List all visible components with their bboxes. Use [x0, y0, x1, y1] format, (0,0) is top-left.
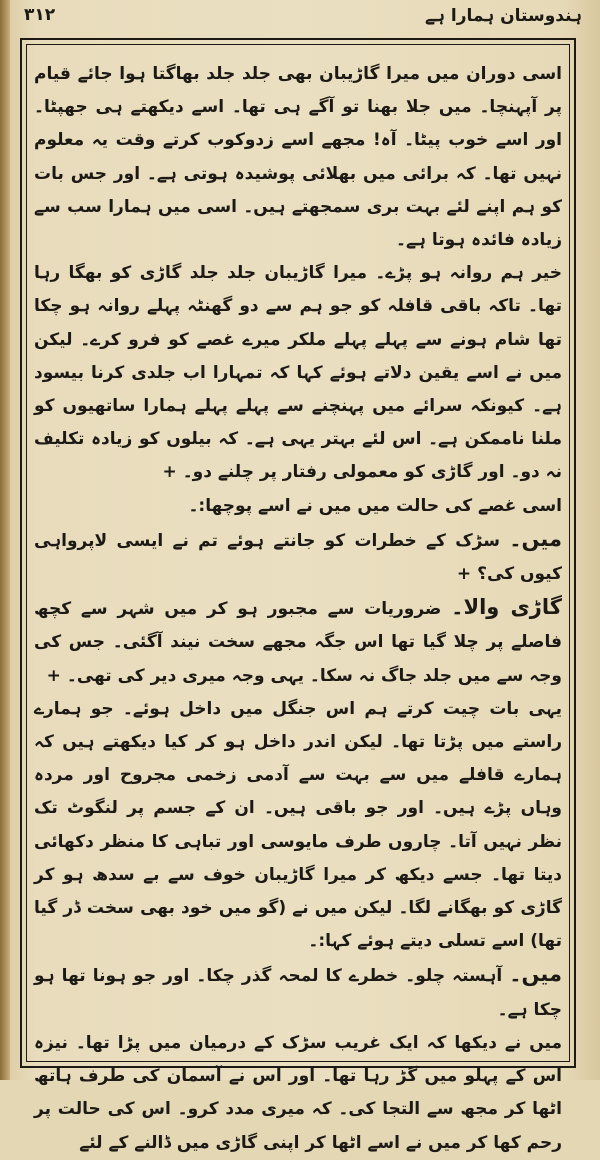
dialogue-line: میں۔ آہستہ چلو۔ خطرے کا لمحہ گذر چکا۔ اور جو ہونا تھا ہو چکا ہے۔: [34, 962, 562, 1020]
running-head: [24, 2, 582, 28]
running-head-title: ہندوستان ہمارا ہے: [425, 5, 582, 26]
speaker-label: میں۔: [509, 526, 563, 551]
paragraph: اسی غصے کی حالت میں میں نے اسے پوچھا:۔: [188, 495, 562, 516]
paragraph: میں نے دیکھا کہ ایک غریب سڑک کے درمیان میں پڑا تھا۔ نیزہ اس کے پہلو میں گڑ رہا تھا۔ اور اس نے آسمان کی طرف ہاتھ اٹھا کر مجھ سے التجا کی۔ کہ میری مدد کرو۔ اس کی حالت پر رحم کھا کر میں نے اسے اٹھا کر اپنی گاڑی میں ڈالنے کے لئے: [34, 1032, 562, 1153]
plus-mark: +: [456, 564, 472, 585]
dialogue-line: میں۔ سڑک کے خطرات کو جانتے ہوئے تم نے ایسی لاپرواہی کیوں کی؟+: [34, 526, 563, 585]
paragraph: اسی دوران میں میرا گاڑیبان بھی جلد جلد بھاگتا ہوا جائے قیام پر آپہنچا۔ میں جلا بھنا تو آگے ہی تھا۔ اسے دیکھتے ہی جھپٹا۔ اور اسے خوب پیٹا۔ آہ! مجھے اسے زدوکوب کرتے وقت یہ معلوم نہیں تھا۔ کہ برائی میں بھلائی پوشیدہ ہوتی ہے۔ اور جس بات کو ہم اپنے لئے بہت بری سمجھتے ہیں۔ اسی میں ہمارا سب سے زیادہ فائدہ ہوتا ہے۔: [34, 64, 562, 251]
plus-mark: +: [46, 665, 61, 686]
binding-edge: [0, 0, 10, 1080]
paragraph: خیر ہم روانہ ہو پڑے۔ میرا گاڑیبان جلد جلد گاڑی کو بھگا رہا تھا۔ تاکہ باقی قافلہ کو جو ہم سے دو گھنٹہ پہلے روانہ ہو چکا تھا شام ہونے سے پہلے پہلے ملکر میرے غصے کو فرو کرے۔ لیکن میں نے اسے یقین دلاتے ہوئے کہا کہ تمہارا اب جلدی کرنا بیسود ہے۔ کیونکہ سرائے میں پہنچنے سے پہلے پہلے ہمارا ساتھیوں کو ملنا ناممکن ہے۔ اس لئے بہتر یہی ہے۔ کہ بیلوں کو زیادہ تکلیف نہ دو۔ اور گاڑی کو معمولی رفتار پر چلنے دو۔+: [34, 263, 562, 483]
speaker-label: میں۔: [509, 962, 562, 987]
body-text: [34, 58, 563, 1153]
plus-mark: +: [162, 462, 177, 483]
paragraph: یہی بات چیت کرتے ہم اس جنگل میں داخل ہوئے۔ جو ہمارے راستے میں پڑتا تھا۔ لیکن اندر داخل ہو کر کیا دیکھتے ہیں کہ ہمارے قافلے میں سے بہت سے آدمی زخمی مجروح اور مردہ وہاں پڑے ہیں۔ اور جو باقی ہیں۔ ان کے جسم پر لنگوٹ تک نظر نہیں آتا۔ چاروں طرف مایوسی اور تباہی کا منظر دکھائی دیتا تھا۔ جسے دیکھ کر میرا گاڑیبان خوف سے بے سدھ ہو کر گاڑی کو بھگانے لگا۔ لیکن میں نے (گو میں خود بھی سخت ڈر گیا تھا) اسے تسلی دیتے ہوئے کہا:۔: [34, 698, 562, 952]
page-number: ۳۱۲: [24, 5, 56, 25]
speaker-label: گاڑی والا۔: [451, 595, 562, 620]
dialogue-line: گاڑی والا۔ ضروریات سے مجبور ہو کر میں شہر سے کچھ فاصلے پر چلا گیا تھا اس جگہ مجھے سخت نیند آگئی۔ جس کی وجہ سے میں جلد جاگ نہ سکا۔ یہی وجہ میری دیر کی تھی۔+: [34, 595, 562, 686]
